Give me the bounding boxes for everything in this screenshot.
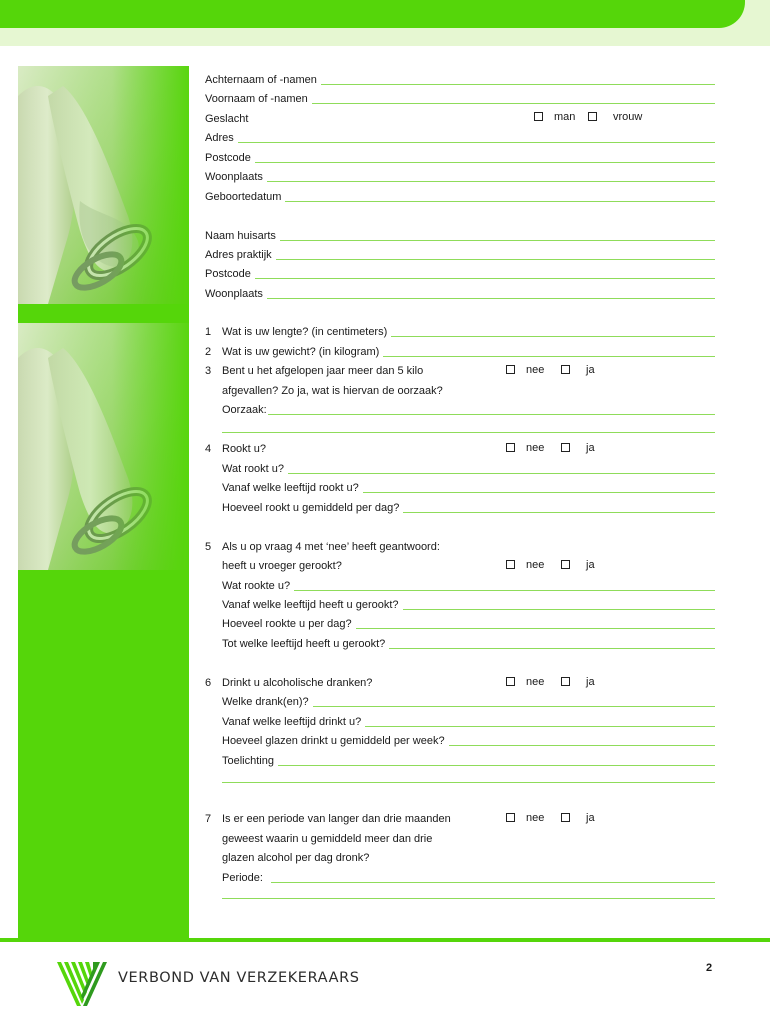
q7-question-line2 xyxy=(222,830,522,846)
q3-label-line1: Bent u het afgelopen jaar meer dan 5 kilo xyxy=(222,365,424,377)
q6-glasses-line[interactable] xyxy=(449,745,715,746)
bottom-green-rule xyxy=(0,938,770,942)
birthdate-label: Geboortedatum xyxy=(205,191,282,203)
q4-yes-checkbox[interactable] xyxy=(561,443,570,452)
postcode-line[interactable] xyxy=(255,162,715,163)
q3-extra-line[interactable] xyxy=(222,432,715,433)
q4-no-label: nee xyxy=(526,442,545,454)
logo-text: VERBOND VAN VERZEKERAARS xyxy=(118,970,360,986)
gp-name-label: Naam huisarts xyxy=(205,230,276,242)
q5-what-line[interactable] xyxy=(294,590,715,591)
page-number: 2 xyxy=(706,962,713,974)
q3-number: 3 xyxy=(205,365,212,377)
section-2-photo xyxy=(18,323,189,570)
q3-yes-label: ja xyxy=(586,364,595,376)
q7-no-label: nee xyxy=(526,812,545,824)
q4-label: Rookt u? xyxy=(222,443,267,455)
surname-label: Achternaam of -namen xyxy=(205,74,317,86)
q6-since-field[interactable] xyxy=(222,713,715,729)
q7-no-checkbox[interactable] xyxy=(506,813,515,822)
q3-label-line2: afgevallen? Zo ja, wat is hiervan de oorzaak? xyxy=(222,385,443,397)
q4-no-checkbox[interactable] xyxy=(506,443,515,452)
q5-label-line2: heeft u vroeger gerookt? xyxy=(222,560,342,572)
address-line[interactable] xyxy=(238,142,715,143)
q6-since-line[interactable] xyxy=(365,726,715,727)
q4-since-label: Vanaf welke leeftijd rookt u? xyxy=(222,482,359,494)
q5-amount-line[interactable] xyxy=(356,628,715,629)
gender-vrouw-label: vrouw xyxy=(613,111,643,123)
q5-no-checkbox[interactable] xyxy=(506,560,515,569)
gender-options xyxy=(534,110,642,124)
q5-number: 5 xyxy=(205,541,212,553)
q6-label: Drinkt u alcoholische dranken? xyxy=(222,677,373,689)
gp-postcode-field[interactable] xyxy=(205,265,715,281)
q6-options xyxy=(506,675,595,689)
gender-man-checkbox[interactable] xyxy=(534,112,543,121)
q5-amount-label: Hoeveel rookte u per dag? xyxy=(222,618,352,630)
q7-yes-label: ja xyxy=(586,812,595,824)
q7-question-line3 xyxy=(222,849,522,865)
q4-number: 4 xyxy=(205,443,212,455)
q4-amount-label: Hoeveel rookt u gemiddeld per dag? xyxy=(222,502,400,514)
q4-what-label: Wat rookt u? xyxy=(222,463,284,475)
q6-note-label: Toelichting xyxy=(222,755,274,767)
q6-since-label: Vanaf welke leeftijd drinkt u? xyxy=(222,716,362,728)
q5-since-label: Vanaf welke leeftijd heeft u gerookt? xyxy=(222,599,399,611)
firstname-label: Voornaam of -namen xyxy=(205,93,308,105)
gp-name-field[interactable] xyxy=(205,227,715,243)
q5-no-label: nee xyxy=(526,559,545,571)
q3-cause-line[interactable] xyxy=(268,414,715,415)
q4-since-field[interactable] xyxy=(222,479,715,495)
q6-question xyxy=(205,674,505,690)
q5-until-field[interactable] xyxy=(222,635,715,651)
q3-no-checkbox[interactable] xyxy=(506,365,515,374)
q5-until-label: Tot welke leeftijd heeft u gerookt? xyxy=(222,638,386,650)
q7-label-line2: geweest waarin u gemiddeld meer dan drie xyxy=(222,833,433,845)
gp-city-line[interactable] xyxy=(267,298,715,299)
postcode-label: Postcode xyxy=(205,152,251,164)
q5-options xyxy=(506,558,595,572)
q5-until-line[interactable] xyxy=(389,648,715,649)
q6-no-checkbox[interactable] xyxy=(506,677,515,686)
q7-label-line1: Is er een periode van langer dan drie maanden xyxy=(222,813,451,825)
gp-postcode-line[interactable] xyxy=(255,278,715,279)
q6-which-line[interactable] xyxy=(313,706,715,707)
practice-address-field[interactable] xyxy=(205,246,715,262)
q6-extra-line[interactable] xyxy=(222,782,715,783)
q5-amount-field[interactable] xyxy=(222,615,715,631)
q6-glasses-label: Hoeveel glazen drinkt u gemiddeld per week? xyxy=(222,735,445,747)
q7-period-line[interactable] xyxy=(271,882,715,883)
q6-note-line[interactable] xyxy=(278,765,715,766)
q3-yes-checkbox[interactable] xyxy=(561,365,570,374)
city-field[interactable] xyxy=(205,168,715,184)
q3-cause-field[interactable] xyxy=(222,401,715,417)
gender-vrouw-checkbox[interactable] xyxy=(588,112,597,121)
q3-question xyxy=(205,362,505,378)
q4-since-line[interactable] xyxy=(363,492,715,493)
section-1-title: 1. ALGEMENE GEGEVENS xyxy=(679,79,752,106)
gender-field xyxy=(205,110,305,126)
q7-period-field[interactable] xyxy=(222,869,715,885)
q7-label-line3: glazen alcohol per dag dronk? xyxy=(222,852,370,864)
q6-which-label: Welke drank(en)? xyxy=(222,696,309,708)
q4-what-line[interactable] xyxy=(288,473,715,474)
q7-period-label: Periode: xyxy=(222,872,263,884)
q5-yes-checkbox[interactable] xyxy=(561,560,570,569)
q6-yes-checkbox[interactable] xyxy=(561,677,570,686)
q4-what-field[interactable] xyxy=(222,460,715,476)
address-field[interactable] xyxy=(205,129,715,145)
section-1-photo xyxy=(18,66,189,304)
q5-since-line[interactable] xyxy=(403,609,715,610)
q7-yes-checkbox[interactable] xyxy=(561,813,570,822)
q6-yes-label: ja xyxy=(586,676,595,688)
city-label: Woonplaats xyxy=(205,171,263,183)
city-line[interactable] xyxy=(267,181,715,182)
q5-since-field[interactable] xyxy=(222,596,715,612)
q5-label-line1: Als u op vraag 4 met ‘nee’ heeft geantwoord: xyxy=(222,541,440,553)
q6-no-label: nee xyxy=(526,676,545,688)
gp-city-field[interactable] xyxy=(205,285,715,301)
firstname-field[interactable] xyxy=(205,90,715,106)
q6-note-field[interactable] xyxy=(222,752,715,768)
q3-no-label: nee xyxy=(526,364,545,376)
q5-question xyxy=(205,538,525,554)
birthdate-field[interactable] xyxy=(205,188,715,204)
q1-field[interactable] xyxy=(205,323,715,339)
q2-line[interactable] xyxy=(383,356,715,357)
q5-question-line2 xyxy=(222,557,502,573)
firstname-line[interactable] xyxy=(312,103,715,104)
q4-yes-label: ja xyxy=(586,442,595,454)
q7-extra-line[interactable] xyxy=(222,898,715,899)
q4-question xyxy=(205,440,505,456)
practice-address-label: Adres praktijk xyxy=(205,249,272,261)
q4-amount-line[interactable] xyxy=(403,512,715,513)
q5-yes-label: ja xyxy=(586,559,595,571)
q7-options xyxy=(506,811,595,825)
postcode-field[interactable] xyxy=(205,149,715,165)
practice-address-line[interactable] xyxy=(276,259,715,260)
surname-field[interactable] xyxy=(205,71,715,87)
q3-cause-label: Oorzaak: xyxy=(222,404,267,416)
birthdate-line[interactable] xyxy=(285,201,715,202)
top-green-bar xyxy=(0,0,745,28)
section-2-title: 2. PERSOONLIJKE INFORMATIE xyxy=(655,337,752,364)
q2-label: Wat is uw gewicht? (in kilogram) xyxy=(222,346,380,358)
q3-question-line2 xyxy=(222,382,522,398)
gp-postcode-label: Postcode xyxy=(205,268,251,280)
q1-line[interactable] xyxy=(391,336,715,337)
q4-amount-field[interactable] xyxy=(222,499,715,515)
q4-options xyxy=(506,441,595,455)
q7-question xyxy=(205,810,505,826)
address-label: Adres xyxy=(205,132,234,144)
gender-man-label: man xyxy=(554,111,576,123)
q5-what-field[interactable] xyxy=(222,577,715,593)
q2-field[interactable] xyxy=(205,343,715,359)
q6-glasses-field[interactable] xyxy=(222,732,715,748)
verbond-logo-icon xyxy=(57,962,107,1006)
q5-what-label: Wat rookte u? xyxy=(222,580,291,592)
q2-number: 2 xyxy=(205,346,212,358)
gp-city-label: Woonplaats xyxy=(205,288,263,300)
q3-options xyxy=(506,363,595,377)
q1-label: Wat is uw lengte? (in centimeters) xyxy=(222,326,388,338)
q7-number: 7 xyxy=(205,813,212,825)
gp-name-line[interactable] xyxy=(280,240,715,241)
q1-number: 1 xyxy=(205,326,212,338)
gender-label: Geslacht xyxy=(205,113,249,125)
surname-line[interactable] xyxy=(321,84,715,85)
q6-which-field[interactable] xyxy=(222,693,715,709)
q6-number: 6 xyxy=(205,677,212,689)
